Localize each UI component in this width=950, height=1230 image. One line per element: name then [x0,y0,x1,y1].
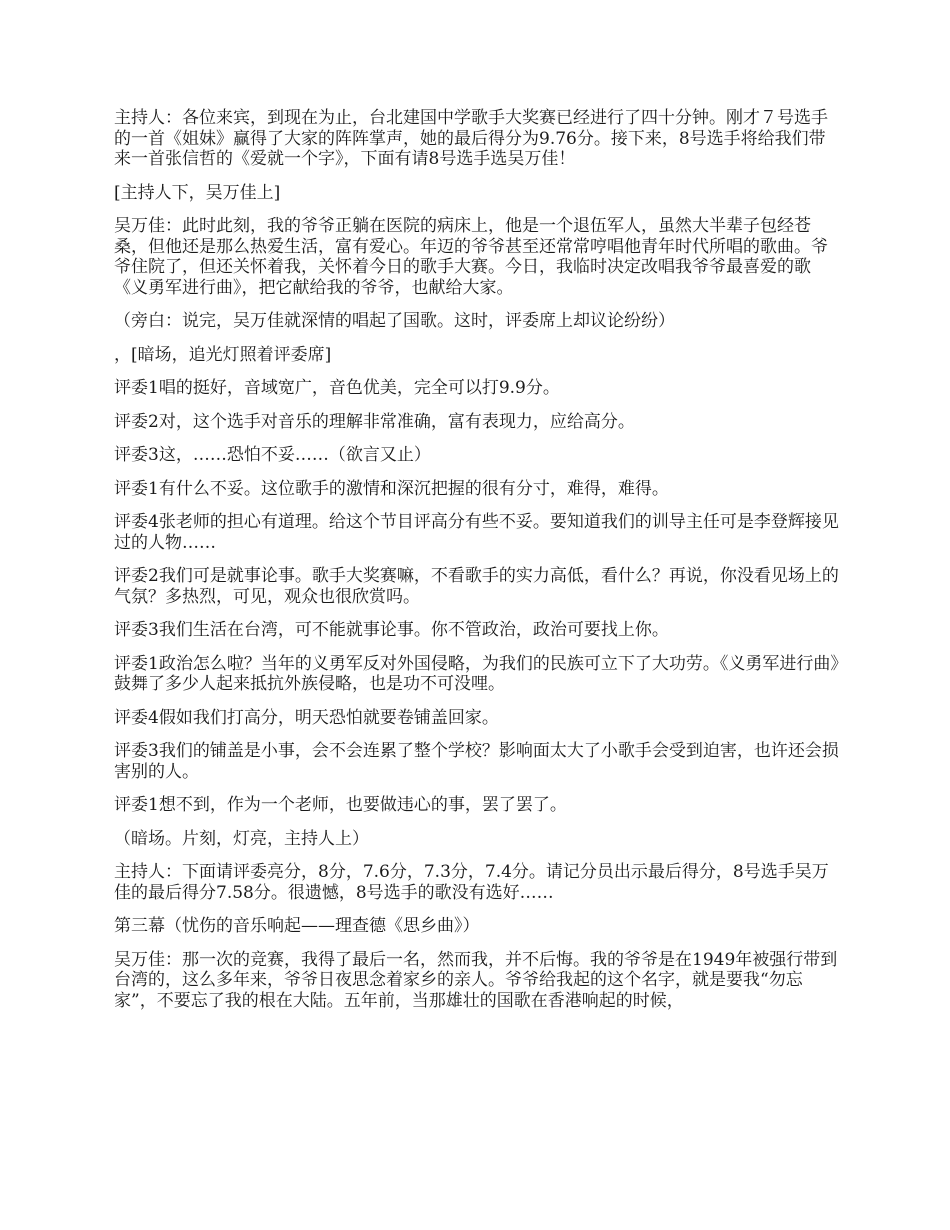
paragraph-stage-direction: [主持人下，吴万佳上] [114,182,281,203]
paragraph-narration: （旁白：说完，吴万佳就深情的唱起了国歌。这时，评委席上却议论纷纷） [114,311,675,331]
paragraph-stage-direction: （暗场。片刻，灯亮，主持人上） [114,828,369,849]
paragraph-judge-line: 评委4假如我们打高分，明天恐怕就要卷铺盖回家。 [114,707,499,728]
paragraph-judge-line: 评委4张老师的担心有道理。给这个节目评高分有些不妥。要知道我们的训导主任可是李登辉接见过的人物…… [114,512,839,553]
paragraph-judge-line: 评委3我们生活在台湾，可不能就事论事。你不管政治，政治可要找上你。 [114,620,669,640]
paragraph-wu-wanjia-closing: 吴万佳：那一次的竞赛，我得了最后一名，然而我，并不后悔。我的爷爷是在1949年被强行带到台湾的，这么多年来，爷爷日夜思念着家乡的亲人。爷爷给我起的这个名字，就是要我“勿忘家”，不要忘了我的根在大陆。五年前，当那雄壮的国歌在香港响起的时候， [114,949,838,1011]
paragraph-judge-line: 评委1有什么不妥。这位歌手的激情和深沉把握的很有分寸，难得，难得。 [114,478,669,499]
paragraph-wu-wanjia-speech: 吴万佳：此时此刻，我的爷爷正躺在医院的病床上，他是一个退伍军人，虽然大半辈子包经苍桑，但他还是那么热爱生活，富有爱心。年迈的爷爷甚至还常常哼唱他青年时代所唱的歌曲。爷爷住院了，但还关怀着我，关怀着今日的歌手大赛。今日，我临时决定改唱我爷爷最喜爱的歌《义勇军进行曲》，把它献给我的爷爷，也献给大家。 [114,216,828,298]
paragraph-act-heading: 第三幕（忧伤的音乐响起——理查德《思乡曲》） [114,916,480,936]
document-body [114,108,840,1024]
paragraph-stage-direction: ，[暗场，追光灯照着评委席] [114,344,332,365]
paragraph-host-intro: 主持人：各位来宾，到现在为止，台北建国中学歌手大奖赛已经进行了四十分钟。刚才７号选手的一首《姐妹》赢得了大家的阵阵掌声，她的最后得分为9.76分。接下来，8号选手将给我们带来一首张信哲的《爱就一个字》，下面有请8号选手选吴万佳！ [114,108,828,169]
paragraph-judge-line: 评委1政治怎么啦？当年的义勇军反对外国侵略，为我们的民族可立下了大功劳。《义勇军进行曲》鼓舞了多少人起来抵抗外族侵略，也是功不可没哩。 [114,653,839,694]
paragraph-judge-line: 评委1想不到，作为一个老师，也要做违心的事，罢了罢了。 [114,795,567,815]
paragraph-judge-line: 评委3我们的铺盖是小事，会不会连累了整个学校？影响面太大了小歌手会受到迫害，也许还会损害别的人。 [114,741,839,782]
paragraph-judge-line: 评委1唱的挺好，音域宽广，音色优美，完全可以打9.9分。 [114,378,560,398]
paragraph-host-scores: 主持人：下面请评委亮分，8分，7.6分，7.3分，7.4分。请记分员出示最后得分，8号选手吴万佳的最后得分7.58分。很遗憾，8号选手的歌没有选好…… [114,862,829,903]
paragraph-judge-line: 评委2对，这个选手对音乐的理解非常准确，富有表现力，应给高分。 [114,411,635,432]
paragraph-judge-line: 评委2我们可是就事论事。歌手大奖赛嘛，不看歌手的实力高低，看什么？再说，你没看见场上的气氛？多热烈，可见，观众也很欣赏吗。 [114,566,839,607]
paragraph-judge-line: 评委3这，……恐怕不妥……（欲言又止） [114,445,431,465]
